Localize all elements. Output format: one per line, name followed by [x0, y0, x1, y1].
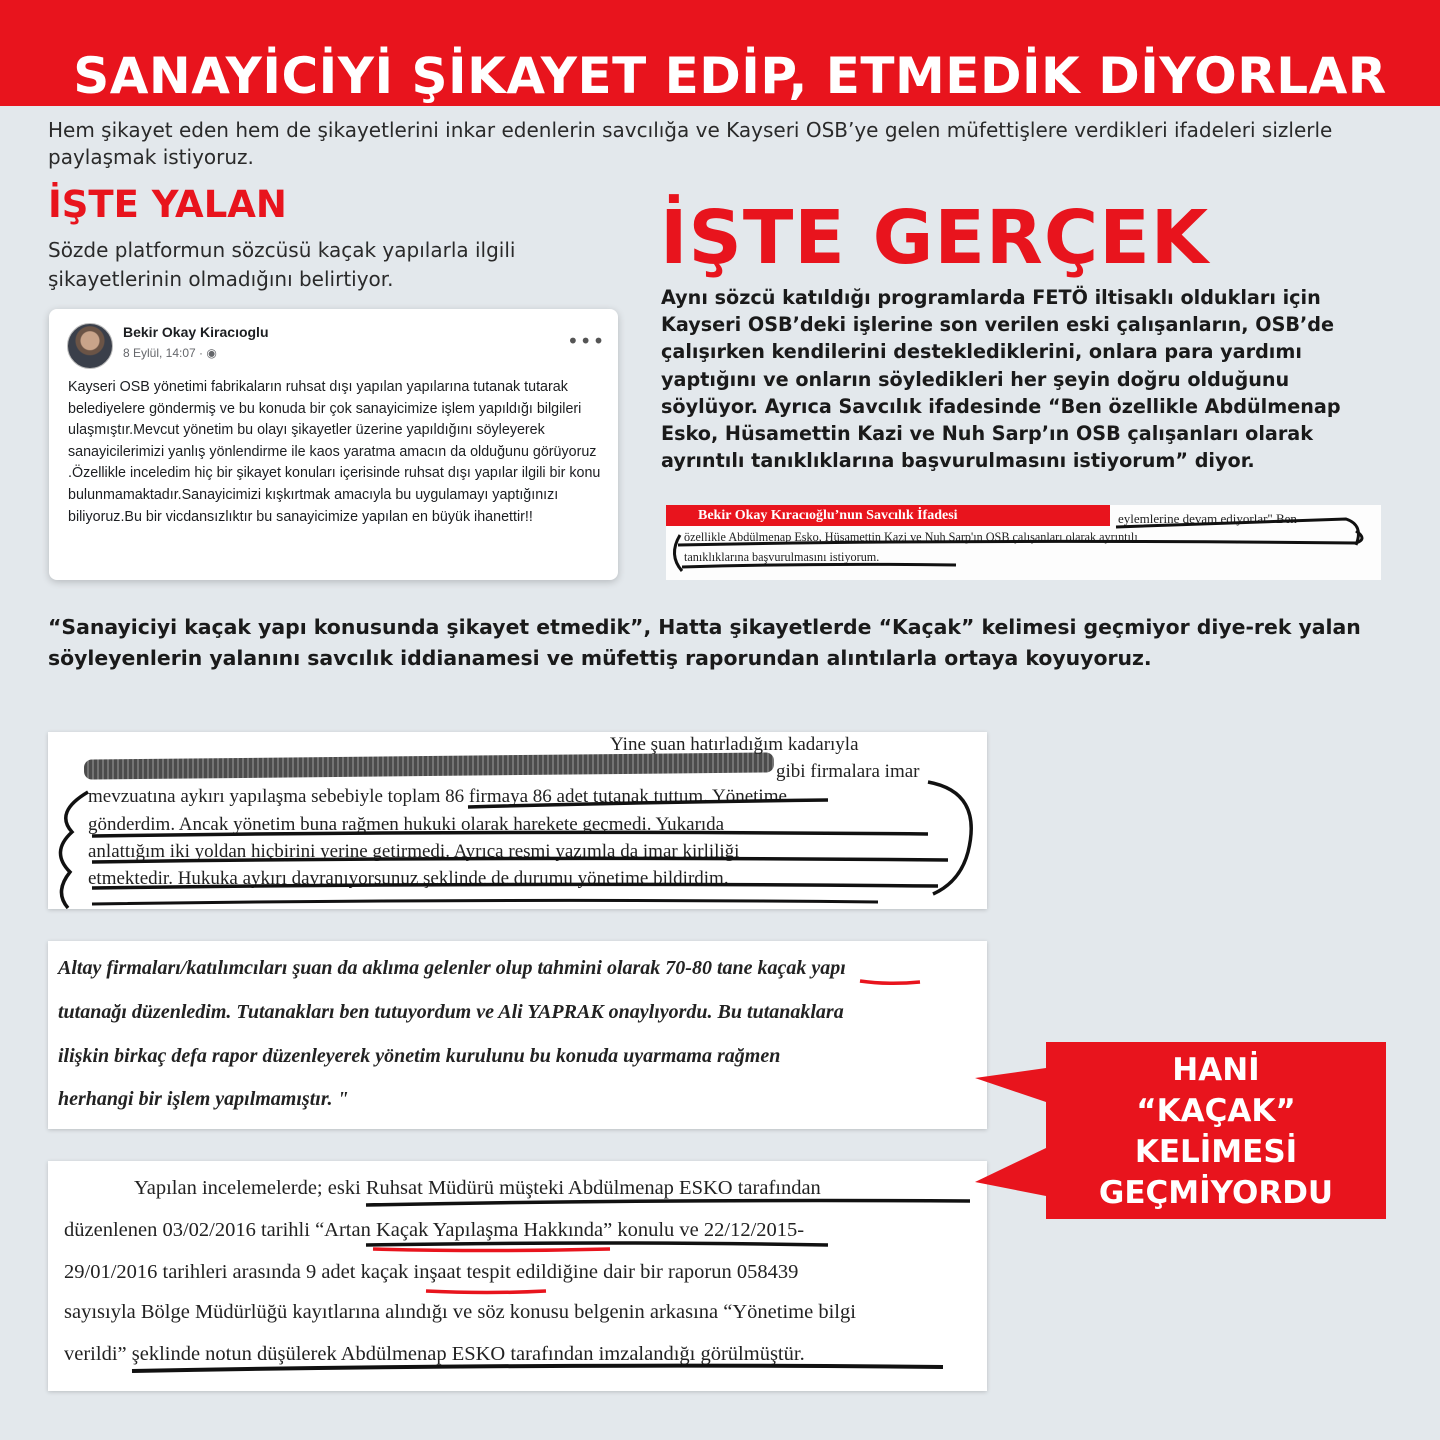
yalan-heading: İŞTE YALAN	[48, 183, 287, 226]
post-author-name[interactable]: Bekir Okay Kiracıoglu	[123, 324, 269, 340]
doc-line: ilişkin birkaç defa rapor düzenleyerek yönetim kurulunu bu konuda uyarmama rağmen	[58, 1045, 781, 1067]
post-text: Kayseri OSB yönetimi fabrikaların ruhsat dışı yapılan yapılarına tutanak tutarak belediyelere göndermiş ve bu konuda bir çok sanayicimize işlem yapıldığı bilgileri ulaşmıştır.Mevcut yönetim bu olayı şikayetler üzerine yapıldığını söyleyerek sanayicilerimizi yanlış yönlendirme ile kaos yaratma amacın da olduğunu görüyoruz .Özellikle inceledim hiç bir şikayet konuları içerisinde ruhsat dışı yapılar ilgili bir konu bulunmamaktadır.Sanayicimizi kışkırtmak amacıyla bu uygulamayı yaptığınızı biliyoruz.Bu bir vicdansızlıktır bu sanayicimize yapılan en büyük ihanettir!!	[68, 379, 601, 525]
callout-line: KELİMESİ	[1134, 1134, 1298, 1170]
headline: SANAYİCİYİ ŞİKAYET EDİP, ETMEDİK DİYORLAR	[73, 47, 1387, 105]
doc-line: etmektedir. Hukuka aykırı davranıyorsunuz şeklinde de durumu yönetime bildirdim.	[88, 868, 729, 889]
callout-line: HANİ	[1172, 1052, 1260, 1088]
doc-line: anlattığım iki yoldan hiçbirini yerine getirmedi. Ayrıca resmi yazımla da imar kirliliği	[88, 841, 740, 862]
doc-line: Yine şuan hatırladığım kadarıyla	[610, 734, 859, 755]
doc-line: Yapılan incelemelerde; eski Ruhsat Müdürü müşteki Abdülmenap ESKO tarafından	[134, 1177, 821, 1199]
doc-line: Altay firmaları/katılımcıları şuan da aklıma gelenler olup tahmini olarak 70-80 tane kaçak yapı	[58, 957, 846, 979]
callout-line: “KAÇAK”	[1136, 1093, 1296, 1129]
doc-line: gönderdim. Ancak yönetim buna rağmen hukuki olarak harekete geçmedi. Yukarıda	[88, 814, 725, 835]
callout-line: GEÇMİYORDU	[1098, 1175, 1334, 1211]
doc-line: tutanağı düzenledim. Tutanakları ben tutuyordum ve Ali YAPRAK onaylıyordu. Bu tutanaklara	[58, 1001, 844, 1023]
strip-line: eylemlerine devam ediyorlar" Ben	[1118, 511, 1297, 526]
yalan-text: Sözde platformun sözcüsü kaçak yapılarla ilgili şikayetlerinin olmadığını belirtiyor.	[48, 238, 516, 291]
doc-line: gibi firmalara imar	[776, 761, 920, 782]
doc-line: 29/01/2016 tarihleri arasında 9 adet kaçak inşaat tespit edildiğine dair bir raporun 058439	[64, 1261, 799, 1283]
callout-box	[1046, 1042, 1386, 1219]
quote-text: “Sanayiciyi kaçak yapı konusunda şikayet etmedik”, Hatta şikayetlerde “Kaçak” kelimesi geçmiyor diye-rek yalan söyleyenlerin yalanını savcılık iddianamesi ve müfettiş raporundan alıntılarla ortaya koyuyoruz.	[48, 615, 1361, 670]
doc-line: herhangi bir işlem yapılmamıştır. "	[58, 1088, 349, 1110]
avatar[interactable]	[67, 323, 113, 369]
intro-text: Hem şikayet eden hem de şikayetlerini inkar edenlerin savcılığa ve Kayseri OSB’ye gelen müfettişlere verdikleri ifadeleri sizlerle paylaşmak istiyoruz.	[48, 118, 1333, 169]
more-options-icon[interactable]: •••	[567, 329, 606, 353]
strip-line: özellikle Abdülmenap Esko, Hüsamettin Kazi ve Nuh Sarp'ın OSB çalışanları olarak ayrıntılı	[684, 530, 1138, 544]
strip-line: tanıklıklarına başvurulmasını istiyorum.	[684, 550, 880, 564]
strip-label: Bekir Okay Kıracıoğlu’nun Savcılık İfadesi	[666, 505, 1110, 526]
doc-line: mevzuatına aykırı yapılaşma sebebiyle toplam 86 firmaya 86 adet tutanak tuttum. Yönetime	[88, 786, 787, 807]
doc-line: düzenlenen 03/02/2016 tarihli “Artan Kaçak Yapılaşma Hakkında” konulu ve 22/12/2015-	[64, 1219, 805, 1241]
facebook-post-card	[49, 309, 618, 580]
redaction-mark	[84, 752, 774, 779]
gercek-text: Aynı sözcü katıldığı programlarda FETÖ iltisaklı oldukları için Kayseri OSB’deki işlerine son verilen eski çalışanların, OSB’de çalışırken kendilerini desteklediklerini, onlara para yardımı yaptığını ve onların söyledikleri her şeyin doğru olduğunu söylüyor. Ayrıca Savcılık ifadesinde “Ben özellikle Abdülmenap Esko, Hüsamettin Kazi ve Nuh Sarp’ın OSB çalışanları olarak ayrıntılı tanıklıklarına başvurulmasını istiyorum” diyor.	[661, 286, 1341, 473]
savcilik-ifadesi-clipping	[666, 505, 1381, 580]
doc-line: verildi” şeklinde notun düşülerek Abdülmenap ESKO tarafından imzalandığı görülmüştür.	[64, 1343, 805, 1365]
post-timestamp[interactable]: 8 Eylül, 14:07 · ◉	[123, 346, 217, 360]
document-clipping-2	[48, 941, 987, 1129]
document-clipping-3	[48, 1161, 987, 1391]
doc-line: sayısıyla Bölge Müdürlüğü kayıtlarına alındığı ve söz konusu belgenin arkasına “Yönetime bilgi	[64, 1301, 856, 1323]
document-clipping-1	[48, 732, 987, 909]
callout-text	[1046, 1050, 1386, 1214]
gercek-heading: İŞTE GERÇEK	[660, 195, 1210, 281]
